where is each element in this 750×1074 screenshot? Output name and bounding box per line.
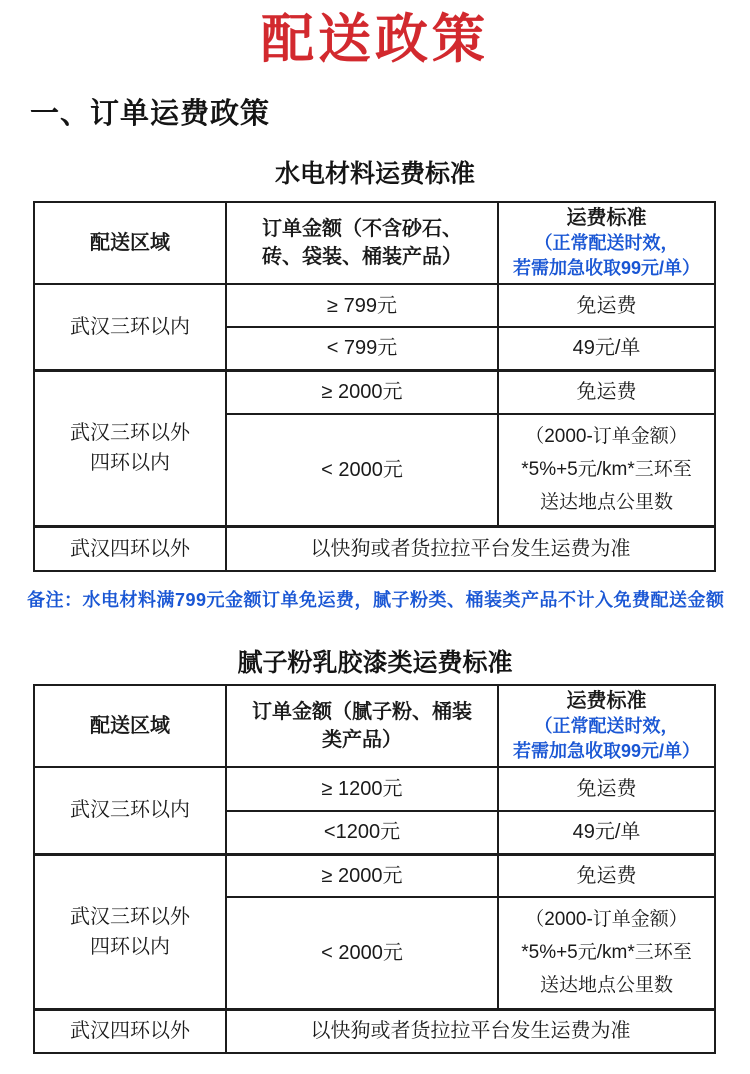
cell-region-3rd-to-4th-ring	[34, 854, 226, 1009]
table-row	[34, 370, 715, 414]
cell-region-outer-4th-ring: 武汉四环以外	[34, 526, 226, 571]
fee-subnote-line1: （正常配送时效，	[534, 716, 679, 736]
cell-fee-formula	[498, 414, 715, 526]
header-cell-fee	[498, 202, 715, 284]
region-line1: 武汉三环以外	[70, 422, 190, 444]
table-title-materials: 水电材料运费标准	[274, 160, 475, 188]
fee-subnote-line1: （正常配送时效，	[534, 233, 679, 253]
cell-region-inner-3rd-ring: 武汉三环以内	[34, 767, 226, 854]
region-line2: 四环以内	[90, 452, 170, 474]
fee-standard-label: 运费标准	[566, 690, 647, 712]
section-heading: 一、订单运费政策	[30, 98, 271, 130]
page-title: 配送政策	[261, 10, 489, 69]
cell-third-party-platform: 以快狗或者货拉拉平台发生运费为准	[226, 526, 715, 571]
cell-region-3rd-to-4th-ring	[34, 370, 226, 526]
note-text: 备注：水电材料满799元金额订单免运费，腻子粉类、桶装类产品不计入免费配送金额	[27, 590, 725, 610]
table-row	[34, 526, 715, 571]
cell-fee: 49元/单	[498, 327, 715, 370]
cell-fee: 49元/单	[498, 811, 715, 854]
freight-table-putty	[33, 684, 716, 1054]
fee-subnote-line2: 若需加急收取99元/单）	[512, 258, 701, 278]
table-title-putty: 腻子粉乳胶漆类运费标准	[237, 649, 513, 677]
cell-fee: 免运费	[498, 767, 715, 811]
cell-amount: ≥ 799元	[226, 284, 498, 327]
cell-amount: <1200元	[226, 811, 498, 854]
cell-fee-formula	[498, 897, 715, 1009]
header-cell-fee	[498, 685, 715, 767]
cell-fee: 免运费	[498, 284, 715, 327]
cell-amount: ≥ 1200元	[226, 767, 498, 811]
table-header-row	[34, 202, 715, 284]
formula-line1: （2000-订单金额）	[525, 909, 688, 931]
table-row	[34, 854, 715, 897]
fee-standard-label: 运费标准	[566, 207, 647, 229]
table-row	[34, 284, 715, 327]
formula-line2: *5%+5元/km*三环至	[521, 459, 692, 481]
region-line1: 武汉三环以外	[70, 905, 190, 928]
table-row	[34, 1009, 715, 1053]
region-line2: 四环以内	[90, 935, 170, 958]
cell-amount: < 2000元	[226, 897, 498, 1009]
formula-line1: （2000-订单金额）	[525, 426, 688, 448]
header-cell-region: 配送区域	[34, 202, 226, 284]
cell-amount: ≥ 2000元	[226, 370, 498, 414]
formula-line3: 送达地点公里数	[539, 492, 673, 514]
header-cell-amount: 订单金额（腻子粉、桶装类产品）	[226, 685, 498, 767]
formula-line2: *5%+5元/km*三环至	[521, 942, 692, 964]
fee-subnote-line2: 若需加急收取99元/单）	[512, 741, 701, 761]
formula-line3: 送达地点公里数	[539, 975, 673, 997]
header-cell-region: 配送区域	[34, 685, 226, 767]
cell-fee: 免运费	[498, 370, 715, 414]
cell-amount: ≥ 2000元	[226, 854, 498, 897]
table-row	[34, 767, 715, 811]
freight-table-materials	[33, 201, 716, 572]
header-cell-amount: 订单金额（不含砂石、砖、袋装、桶装产品）	[226, 202, 498, 284]
table-header-row	[34, 685, 715, 767]
cell-region-inner-3rd-ring: 武汉三环以内	[34, 284, 226, 370]
cell-amount: < 2000元	[226, 414, 498, 526]
cell-fee: 免运费	[498, 854, 715, 897]
cell-region-outer-4th-ring: 武汉四环以外	[34, 1009, 226, 1053]
cell-third-party-platform: 以快狗或者货拉拉平台发生运费为准	[226, 1009, 715, 1053]
cell-amount: < 799元	[226, 327, 498, 370]
